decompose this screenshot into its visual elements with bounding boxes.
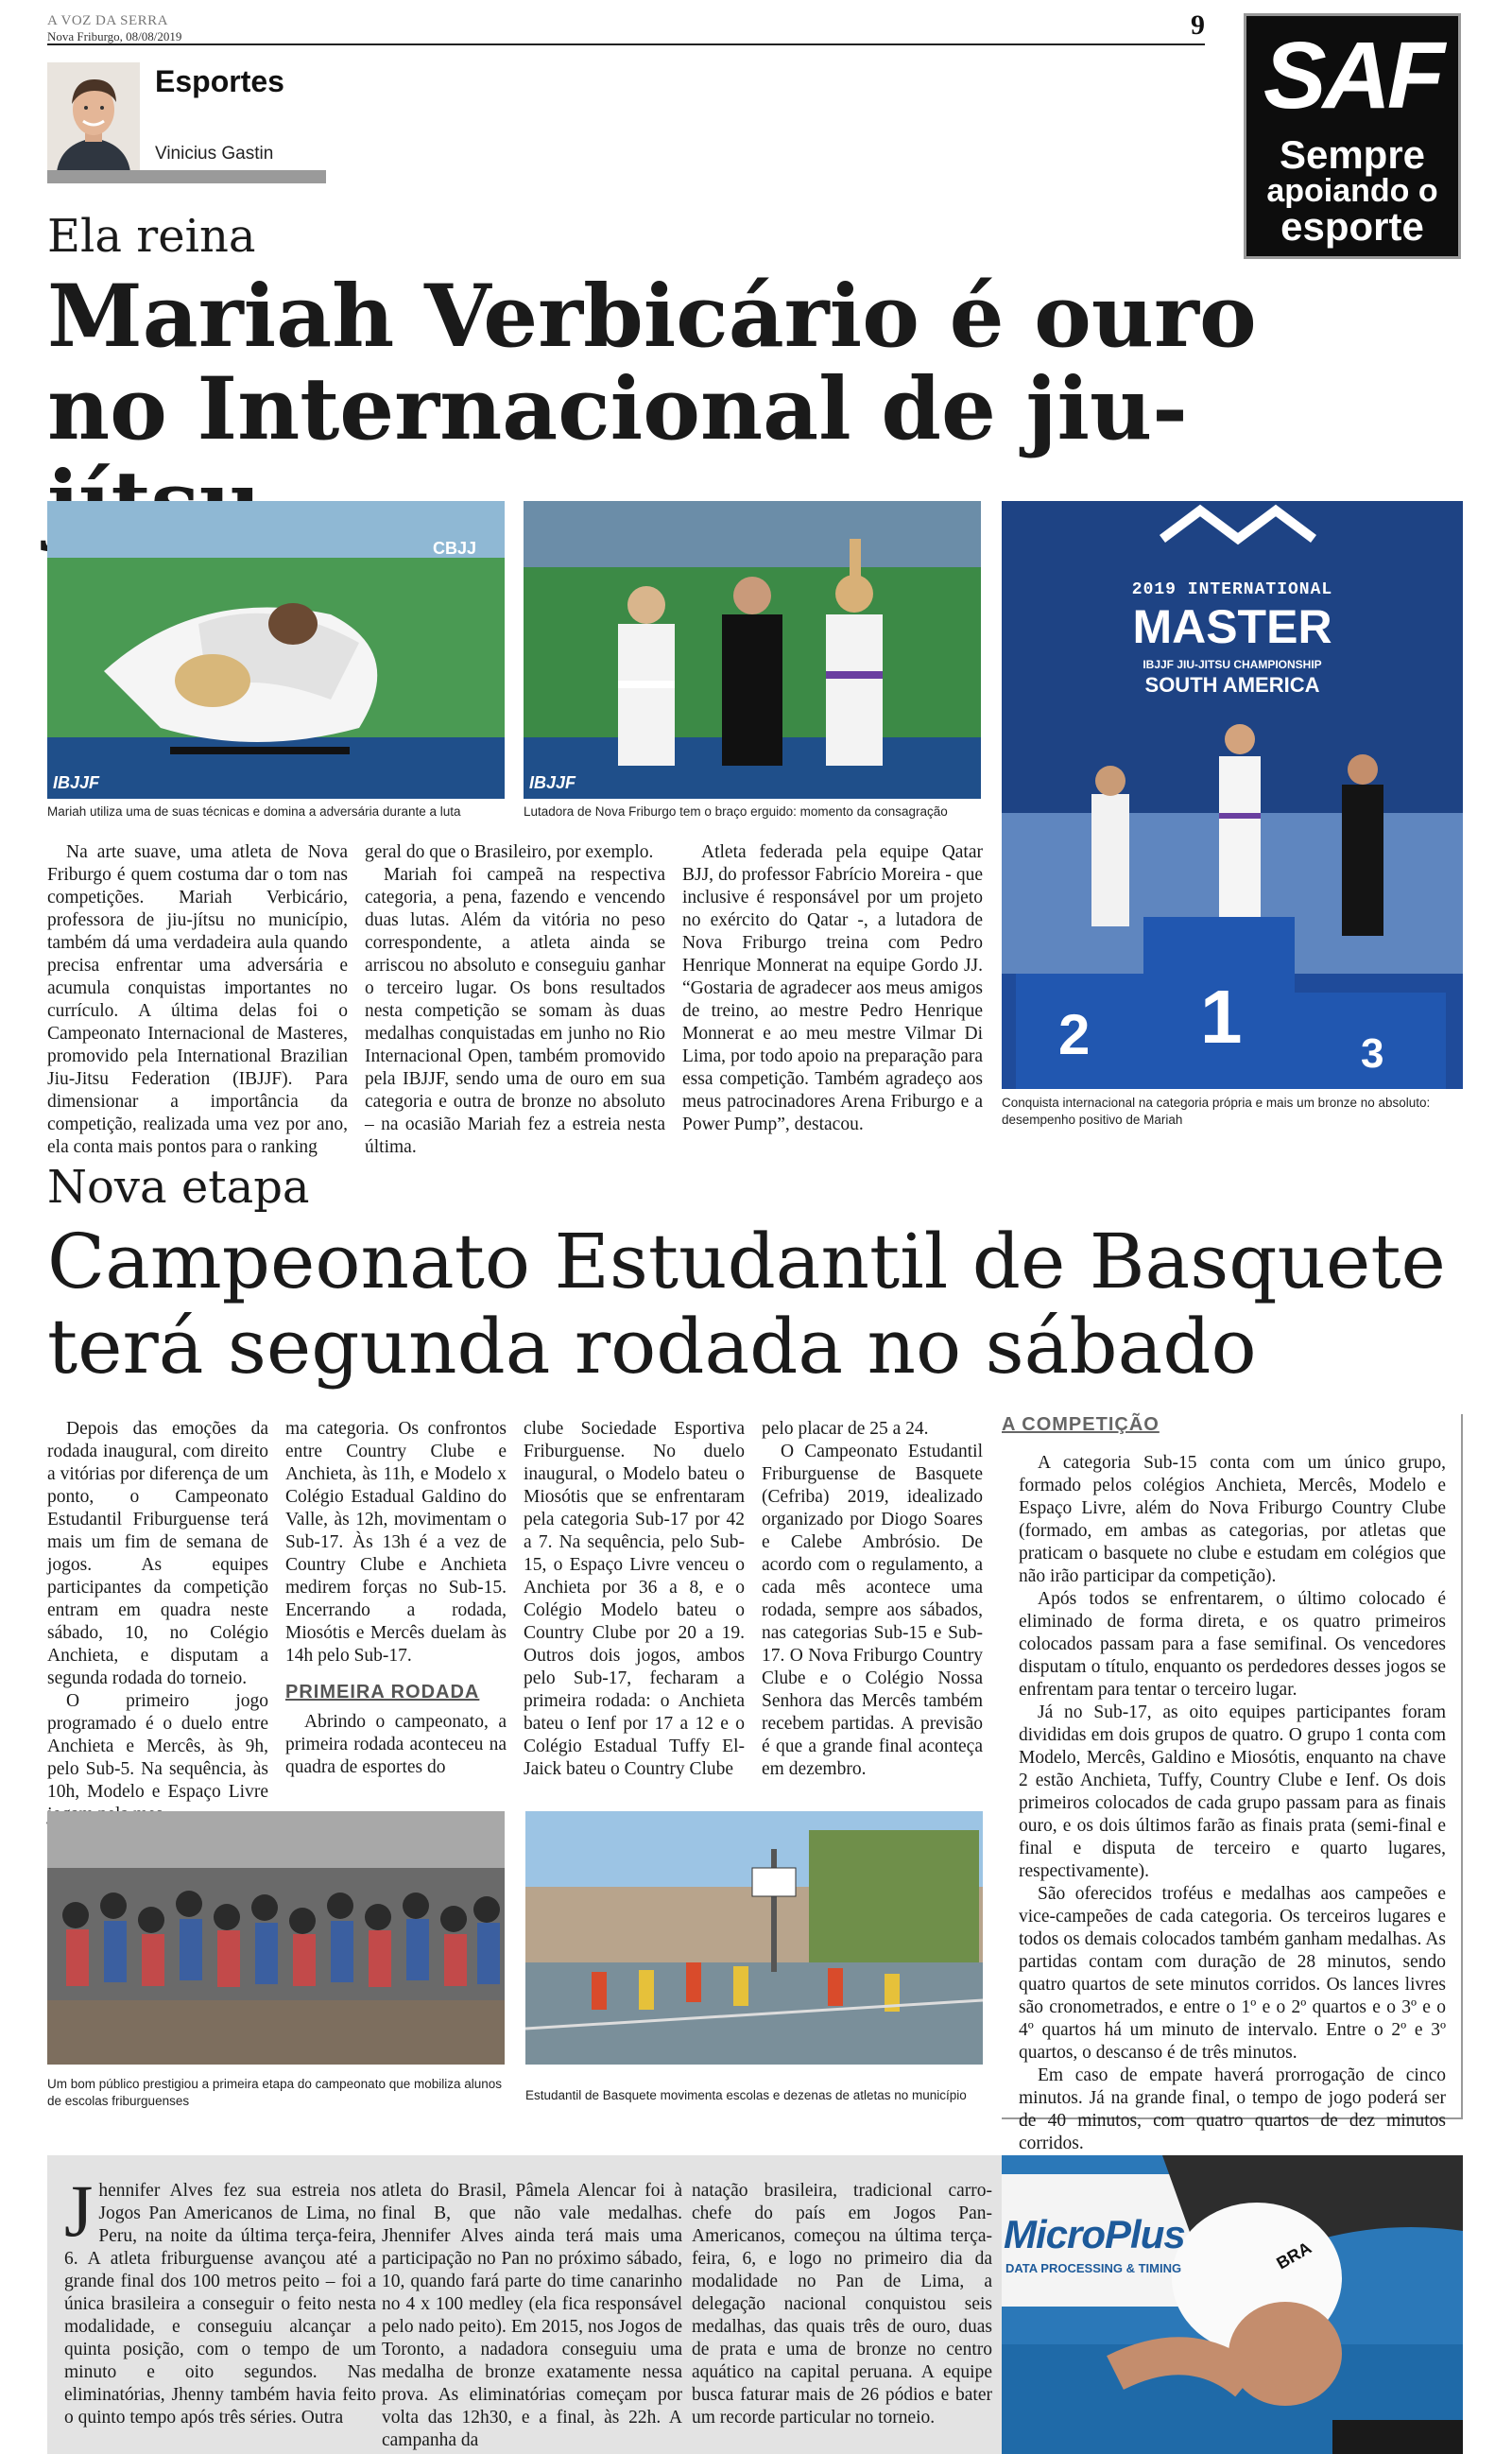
story1-col-3 xyxy=(682,841,983,1136)
story1-photo-1 xyxy=(47,501,505,799)
podium-event-sub: IBJJF JIU-JITSU CHAMPIONSHIP xyxy=(1143,658,1322,671)
story1-kicker: Ela reina xyxy=(47,210,256,263)
podium-event-year: 2019 INTERNATIONAL xyxy=(1131,580,1333,599)
sidebar-p2: Após todos se enfrentarem, o último colocado é eliminado de forma direta, e os quatro primeiros colocados passam para a fase semifinal. Os vencedores disputam o título, enquanto os perdedores desses jogos se enfrentam para tentar o terceiro lugar. xyxy=(1019,1589,1446,1700)
story2-col-4-text-b: O Campeonato Estudantil Friburguense de Basquete (Cefriba) 2019, idealizado organizado por Diogo Soares e Calebe Ambrósio. De acordo com o regulamento, a cada mês acontece uma rodada, sempre aos sábados, nas categorias Sub-15 e Sub-17. O Nova Friburgo Country Clube e o Colégio Nossa Senhora das Mercês também recebem partidas. A previsão é que a grande final aconteça em dezembro. xyxy=(762,1442,983,1779)
story1-photo-2 xyxy=(524,501,981,799)
story1-photo-1-credit: IBJJF xyxy=(53,773,100,792)
story1-col-2-text-b: Mariah foi campeã na respectiva categoria, a pena, fazendo e vencendo duas lutas. Além da vitória no peso correspondente, a atleta ainda se arriscou no absoluto e conseguiu ganhar o terceiro lugar. Os bons resultados nesta competição se somam às duas medalhas conquistadas em junho no Rio Internacional Open, também promovido pela IBJJF, sendo uma de ouro em sua categoria e outra de bronze no absoluto – na ocasião Mariah fez a estreia nesta última. xyxy=(365,865,665,1157)
podium-event-name: MASTER xyxy=(1132,600,1332,653)
section-rule xyxy=(47,170,326,183)
brief-col-3 xyxy=(692,2180,992,2429)
story1-headline-line1: Mariah Verbicário é ouro xyxy=(47,267,1257,367)
story2-col-4 xyxy=(762,1418,983,1781)
story1-col-1 xyxy=(47,841,348,1159)
brief-col-2-text: atleta do Brasil, Pâmela Alencar foi à final B, que não vale medalhas. Jhennifer Alves ainda terá mais uma participação no Pan no próximo sábado, 10, quando fará parte do time canarinho no 4 x 100 medley (ela fica responsável pelo nado peito). Em 2015, nos Jogos de Toronto, a nadadora conseguiu uma medalha de bronze exatamente nessa prova. As eliminatórias começam por volta das 12h30, e a final, às 22h. A campanha da xyxy=(382,2181,682,2450)
brief-col-1-text: hennifer Alves fez sua estreia nos Jogos Pan Americanos de Lima, no Peru, na noite da última terça-feira, 6. A atleta friburguense avançou até a grande final dos 100 metros peito – foi a única brasileira a conseguir o feito nesta modalidade, e conseguiu alcançar a quinta posição, com o tempo de um minuto e oito segundos. Nas eliminatórias, Jhenny também havia feito o quinto tempo após três séries. Outra xyxy=(64,2181,376,2428)
brief-box xyxy=(47,2155,1463,2454)
story2-photo-1-caption: Um bom público prestigiou a primeira etapa do campeonato que mobiliza alunos de escolas friburguenses xyxy=(47,2077,503,2108)
crowd-photo-icon xyxy=(47,1811,505,2065)
author-portrait-icon xyxy=(47,62,140,172)
columnist-header xyxy=(47,59,326,185)
story2-col-1-text-a: Depois das emoções da rodada inaugural, com direito a vitórias por diferença de um ponto, o Campeonato Estudantil Friburguense terá mais um fim de semana de jogos. As equipes participantes da competição entram em quadra neste sábado, 10, no Colégio Anchieta, e disputam a segunda rodada do torneio. xyxy=(47,1419,268,1688)
story2-headline-line2: terá segunda rodada no sábado xyxy=(47,1303,1257,1391)
basketball-court-photo-icon xyxy=(525,1811,983,2065)
story2-col-2 xyxy=(285,1418,507,1779)
story2-photo-2-caption: Estudantil de Basquete movimenta escolas e dezenas de atletas no município xyxy=(525,2088,967,2102)
masthead-dateline: Nova Friburgo, 08/08/2019 xyxy=(47,29,182,43)
sidebar-title: A COMPETIÇÃO xyxy=(1002,1414,1160,1435)
story2-col-2-text-b: Abrindo o campeonato, a primeira rodada aconteceu na quadra de esportes do xyxy=(285,1712,507,1777)
podium-place-2: 2 xyxy=(1058,1003,1091,1066)
story2-headline xyxy=(47,1219,1465,1390)
swim-banner: MicroPlus xyxy=(1004,2212,1185,2256)
story2-col-4-text-a: pelo placar de 25 a 24. xyxy=(762,1419,929,1439)
story2-subhead: PRIMEIRA RODADA xyxy=(285,1682,480,1702)
sidebar-p1: A categoria Sub-15 conta com um único grupo, formado pelos colégios Anchieta, Mercês, Modelo e Espaço Livre, além do Nova Friburgo Country Clube (formado, em ambas as categorias, por atletas que praticam o basquete no clube e estudam em colégios que não irão participar da competição). xyxy=(1019,1453,1446,1586)
author-name: Vinicius Gastin xyxy=(155,144,274,164)
swimmer-photo-icon xyxy=(1002,2155,1463,2454)
sidebar-box xyxy=(1002,1414,1463,2153)
story1-photo-1-caption: Mariah utiliza uma de suas técnicas e domina a adversária durante a luta xyxy=(47,804,461,819)
section-title: Esportes xyxy=(155,64,284,98)
story2-kicker: Nova etapa xyxy=(47,1161,310,1214)
story1-photo-2-caption: Lutadora de Nova Friburgo tem o braço erguido: momento da consagração xyxy=(524,804,948,819)
author-photo xyxy=(47,62,140,172)
saf-slogan-line3: esporte xyxy=(1280,204,1424,249)
saf-logo: SAF xyxy=(1263,23,1441,129)
sidebar-body xyxy=(1019,1452,1446,2155)
masthead xyxy=(47,9,1205,45)
sidebar-p3: Já no Sub-17, as oito equipes participantes foram divididas em dois grupos de quatro. O grupo 1 conta com Modelo, Mercês, Galdino e Miosótis, enquanto na chave 2 estão Anchieta, Tuffy, Country Clube e Ienf. Os dois primeiros colocados de cada grupo passam para as finais ouro, e os dois últimos farão as finais prata (semi-final e final e disputa de terceiro e quarto lugares, respectivamente). xyxy=(1019,1702,1446,1881)
story1-col-3-text: Atleta federada pela equipe Qatar BJJ, do professor Fabrício Moreira - que inclusive é responsável por um projeto no exército do Qatar -, a lutadora de Nova Friburgo treina com Pedro Henrique Monnerat na equipe Gordo JJ. “Gostaria de agradecer aos meus amigos de treino, ao mestre Pedro Henrique Monnerat e ao meu mestre Vilmar Di Lima, por todo apoio na preparação para essa competição. Também agradeço aos meus patrocinadores Arena Friburgo e a Power Pump”, destacou. xyxy=(682,842,983,1134)
podium-event-region: SOUTH AMERICA xyxy=(1144,673,1320,697)
story2-headline-line1: Campeonato Estudantil de Basquete xyxy=(47,1218,1446,1305)
podium-place-1: 1 xyxy=(1200,975,1243,1059)
referee-raising-arm-photo-icon xyxy=(524,501,981,799)
saf-slogan xyxy=(1246,132,1458,249)
swim-banner-sub: DATA PROCESSING & TIMING xyxy=(1005,2261,1182,2275)
story1-col-2 xyxy=(365,841,665,1159)
sidebar-p5: Em caso de empate haverá prorrogação de cinco minutos. Já na grande final, o tempo de jogo poderá ser de 40 minutos, com quatro quartos de dez minutos corridos. xyxy=(1019,2065,1446,2153)
story2-photo-2 xyxy=(525,1811,983,2065)
saf-slogan-line2: apoiando o xyxy=(1266,173,1438,209)
story2-col-1 xyxy=(47,1418,268,1826)
brief-dropcap: J xyxy=(64,2169,94,2252)
story2-col-3 xyxy=(524,1418,745,1781)
story1-photo-3-caption: Conquista internacional na categoria própria e mais um bronze no absoluto: desempenho positivo de Mariah xyxy=(1002,1096,1431,1127)
brief-col-3-text: natação brasileira, tradicional carro-chefe do país em Jogos Pan-Americanos, começou na última terça-feira, 6, e logo no primeiro dia da modalidade no Pan de Lima, a delegação nacional conquistou seis medalhas, das quais três de ouro, duas de prata e uma de bronze no centro aquático na capital peruana. A equipe busca faturar mais de 26 pódios e bater um recorde particular no torneio. xyxy=(692,2181,992,2428)
brief-col-1 xyxy=(64,2169,376,2429)
brief-col-2 xyxy=(382,2180,682,2452)
saf-ad xyxy=(1244,13,1461,259)
story1-col-2-text-a: geral do que o Brasileiro, por exemplo. xyxy=(365,842,654,862)
swim-cap-text: BRA xyxy=(1273,2238,1315,2273)
podium-place-3: 3 xyxy=(1361,1030,1384,1077)
story1-podium-photo xyxy=(1002,501,1463,1089)
story2-col-3-text: clube Sociedade Esportiva Friburguense. No duelo inaugural, o Modelo bateu o Miosótis que se enfrentaram pela categoria Sub-17 por 42 a 7. Na sequência, pelo Sub-15, o Espaço Livre venceu o Anchieta por 36 a 8, e o Colégio Modelo bateu o Country Clube por 20 a 19. Outros dois jogos, ambos pelo Sub-17, fecharam a primeira rodada: o Anchieta bateu o Ienf por 17 a 12 e o Colégio Estadual Tuffy El-Jaick bateu o Country Clube xyxy=(524,1419,745,1779)
story1-col-1-text: Na arte suave, uma atleta de Nova Friburgo é quem costuma dar o tom nas competições. Mariah Verbicário, professora de jiu-jítsu no município, também dá uma verdadeira aula quando precisa enfrentar uma adversária e acumula conquistas importantes no currículo. A última delas foi o Campeonato Internacional de Masteres, promovido pela International Brazilian Jiu-Jitsu Federation (IBJJF). Para dimensionar a importância da competição, realizada uma vez por ano, ela conta mais pontos para o ranking xyxy=(47,842,348,1157)
masthead-paper-name: A VOZ DA SERRA xyxy=(47,13,168,28)
sidebar-p4: São oferecidos troféus e medalhas aos campeões e vice-campeões de cada categoria. Os terceiros lugares e todos os demais colocados também ganham medalhas. As partidas contam com duração de 28 minutos, sendo quatro quartos de sete minutos corridos. Os lances livres são cronometrados, e entre o 1º e o 2º quartos e o 3º e o 4º quartos há um minuto de intervalo. Entre o 2º e 3º quartos, o descanso é de três minutos. xyxy=(1019,1884,1446,2063)
swimmer-photo xyxy=(1002,2155,1463,2454)
story2-col-1-text-b: O primeiro jogo programado é o duelo entre Anchieta e Mercês, às 9h, pelo Sub-5. Na sequência, às 10h, Modelo e Espaço Livre xyxy=(47,1691,268,1802)
story1-photo-1-banner: CBJJ xyxy=(432,539,476,558)
story1-headline-line2: no Internacional de jiu- xyxy=(47,359,1188,460)
saf-slogan-line1: Sempre xyxy=(1279,132,1426,177)
story2-photo-1 xyxy=(47,1811,505,2065)
page-number: 9 xyxy=(1191,9,1205,41)
story2-col-2-text-a: ma categoria. Os confrontos entre Country Clube e Anchieta, às 11h, e Modelo x Colégio Estadual Galdino do Valle, às 12h, movimentam o Sub-17. Às 13h é a vez de Country Clube e Anchieta medirem forças no Sub-15. Encerrando a rodada, Miosótis e Mercês duelam às 14h pelo Sub-17. xyxy=(285,1419,507,1666)
story1-photo-2-credit: IBJJF xyxy=(529,773,576,792)
